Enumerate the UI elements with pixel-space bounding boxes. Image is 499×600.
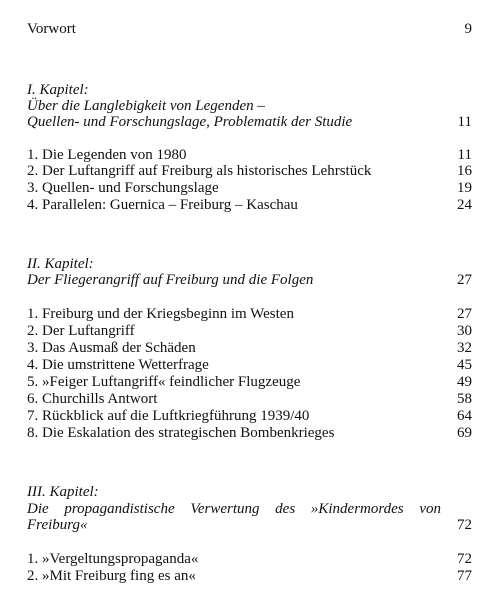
toc-entry-label: 1. »Vergeltungspropaganda« bbox=[27, 551, 199, 567]
toc-entry bbox=[27, 391, 472, 408]
toc-entry-label: 2. »Mit Freiburg fing es an« bbox=[27, 568, 196, 584]
toc-page-number: 19 bbox=[457, 180, 472, 196]
toc-entry-label: 1. Freiburg und der Kriegsbeginn im Westen bbox=[27, 306, 294, 322]
toc-page-number: 24 bbox=[457, 197, 472, 213]
toc-entry bbox=[27, 340, 472, 357]
chapter-3-title-line-2: Freiburg« bbox=[27, 517, 88, 533]
chapter-1-title-line-2-row bbox=[27, 114, 472, 131]
toc-page-number: 30 bbox=[457, 323, 472, 339]
chapter-2-page-number: 27 bbox=[457, 272, 472, 288]
toc-page-number: 77 bbox=[457, 568, 472, 584]
toc-entry bbox=[27, 180, 472, 197]
toc-page-number: 27 bbox=[457, 306, 472, 322]
toc-entry-label: 4. Die umstrittene Wetterfrage bbox=[27, 357, 209, 373]
toc-entry-label: 3. Quellen- und Forschungslage bbox=[27, 180, 219, 196]
toc-entry bbox=[27, 147, 472, 164]
toc-entry bbox=[27, 197, 472, 214]
chapter-3-title-line-1: Die propagandistische Verwertung des »Kindermordes von bbox=[27, 501, 441, 517]
toc-page-number: 9 bbox=[464, 21, 472, 37]
toc-entry-label: 2. Der Luftangriff bbox=[27, 323, 135, 339]
chapter-3-title-line-2-row bbox=[27, 517, 472, 534]
toc-entry bbox=[27, 163, 472, 180]
chapter-1-heading: I. Kapitel: bbox=[27, 82, 89, 98]
toc-entry-label: 4. Parallelen: Guernica – Freiburg – Kaschau bbox=[27, 197, 298, 213]
toc-entry-label: Vorwort bbox=[27, 21, 76, 37]
toc-entry-label: 7. Rückblick auf die Luftkriegführung 1939/40 bbox=[27, 408, 310, 424]
toc-page-number: 11 bbox=[457, 147, 472, 163]
toc-entry-label: 6. Churchills Antwort bbox=[27, 391, 158, 407]
toc-page-number: 45 bbox=[457, 357, 472, 373]
toc-entry bbox=[27, 408, 472, 425]
toc-page-number: 58 bbox=[457, 391, 472, 407]
toc-entry bbox=[27, 568, 472, 585]
toc-entry-label: 3. Das Ausmaß der Schäden bbox=[27, 340, 196, 356]
toc-entry bbox=[27, 306, 472, 323]
chapter-1-title-line-2: Quellen- und Forschungslage, Problematik der Studie bbox=[27, 114, 353, 130]
toc-page-number: 64 bbox=[457, 408, 472, 424]
chapter-3-page-number: 72 bbox=[457, 517, 472, 533]
toc-entry bbox=[27, 374, 472, 391]
toc-entry bbox=[27, 323, 472, 340]
chapter-1-title-line-1: Über die Langlebigkeit von Legenden – bbox=[27, 98, 265, 114]
chapter-1-page-number: 11 bbox=[457, 114, 472, 130]
toc-page-number: 69 bbox=[457, 425, 472, 441]
toc-page-number: 72 bbox=[457, 551, 472, 567]
toc-entry bbox=[27, 551, 472, 568]
toc-entry bbox=[27, 425, 472, 442]
toc-page-number: 16 bbox=[457, 163, 472, 179]
toc-entry-label: 8. Die Eskalation des strategischen Bombenkrieges bbox=[27, 425, 335, 441]
toc-entry-label: 1. Die Legenden von 1980 bbox=[27, 147, 187, 163]
toc-entry bbox=[27, 357, 472, 374]
chapter-2-heading: II. Kapitel: bbox=[27, 256, 94, 272]
chapter-2-title-line-1: Der Fliegerangriff auf Freiburg und die Folgen bbox=[27, 272, 314, 288]
toc-entry-label: 5. »Feiger Luftangriff« feindlicher Flugzeuge bbox=[27, 374, 301, 390]
toc-entry-label: 2. Der Luftangriff auf Freiburg als historisches Lehrstück bbox=[27, 163, 372, 179]
chapter-2-title-row bbox=[27, 272, 472, 289]
toc-page-number: 32 bbox=[457, 340, 472, 356]
toc-entry-vorwort bbox=[27, 21, 472, 38]
toc-page-number: 49 bbox=[457, 374, 472, 390]
chapter-3-heading: III. Kapitel: bbox=[27, 484, 99, 500]
